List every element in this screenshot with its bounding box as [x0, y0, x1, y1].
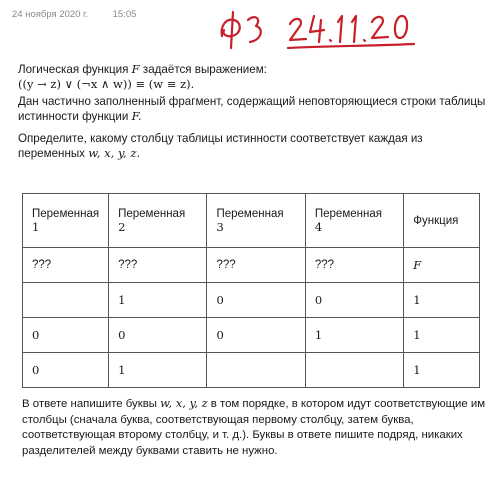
- table-row: [23, 283, 480, 318]
- intro-post: задаётся выражением:: [139, 63, 267, 76]
- answer-part2: в том порядке, в котором идут соответствующие им столбцы (сначала буква, соответствующая первому столбцу, затем буква, соответствующая второму столбцу, и т. д.). Буквы в ответе пишите подряд, никаких разделителей между буквами ставить не нужно.: [22, 398, 486, 457]
- handwritten-note-text: ФЗ 24.11.20: [218, 6, 224, 7]
- answer-instructions: [22, 396, 492, 459]
- table-cell: [305, 353, 403, 388]
- task-text: [18, 62, 488, 161]
- table-cell: F: [404, 248, 480, 283]
- table-cell: 0: [207, 283, 305, 318]
- question-vars: w, x, y, z.: [88, 146, 141, 160]
- header-cell: Переменная 2: [109, 194, 207, 248]
- question: [18, 131, 488, 161]
- task-intro: [18, 62, 488, 77]
- table-cell: ???: [305, 248, 403, 283]
- fragment-text: Дан частично заполненный фрагмент, содержащий неповторяющиеся строки таблицы истинности функции: [18, 95, 486, 123]
- date-label: 24 ноября 2020 г.: [12, 9, 88, 20]
- table-cell: [23, 283, 109, 318]
- formula: ((y → z) ∨ (¬x ∧ w)) ≡ (w ≡ z).: [18, 77, 195, 91]
- table-cell: ???: [23, 248, 109, 283]
- header-cell: Переменная 3: [207, 194, 305, 248]
- table-cell: 1: [305, 318, 403, 353]
- table-cell: 0: [109, 318, 207, 353]
- fragment-description: [18, 94, 488, 124]
- table-row: [23, 353, 480, 388]
- table-cell: 0: [207, 318, 305, 353]
- func-var: F: [131, 62, 140, 76]
- table-cell: 0: [23, 353, 109, 388]
- table-cell: [207, 353, 305, 388]
- header-cell: Переменная 4: [305, 194, 403, 248]
- fragment-end: F.: [131, 109, 142, 123]
- table-cell: 0: [23, 318, 109, 353]
- table-cell: 1: [404, 353, 480, 388]
- table-cell: 1: [404, 318, 480, 353]
- table-cell: 0: [305, 283, 403, 318]
- table-cell: 1: [404, 283, 480, 318]
- table-cell: 1: [109, 353, 207, 388]
- answer-text: [22, 396, 492, 459]
- header-cell: Функция: [404, 194, 480, 248]
- question-text: Определите, какому столбцу таблицы истинности соответствует каждая из переменных: [18, 132, 423, 160]
- table-cell: ???: [109, 248, 207, 283]
- answer-vars: w, x, y, z: [160, 396, 208, 410]
- answer-part1: В ответе напишите буквы: [22, 398, 161, 410]
- table-row: [23, 318, 480, 353]
- table-header-row: [23, 194, 480, 248]
- header-cell: Переменная 1: [23, 194, 109, 248]
- table-row: [23, 248, 480, 283]
- intro-pre: Логическая функция: [18, 63, 132, 76]
- screenshot-meta: [12, 9, 158, 20]
- time-label: 15:05: [112, 9, 137, 20]
- table-cell: ???: [207, 248, 305, 283]
- table-cell: 1: [109, 283, 207, 318]
- handwritten-note: [218, 6, 418, 52]
- truth-table: [22, 193, 480, 388]
